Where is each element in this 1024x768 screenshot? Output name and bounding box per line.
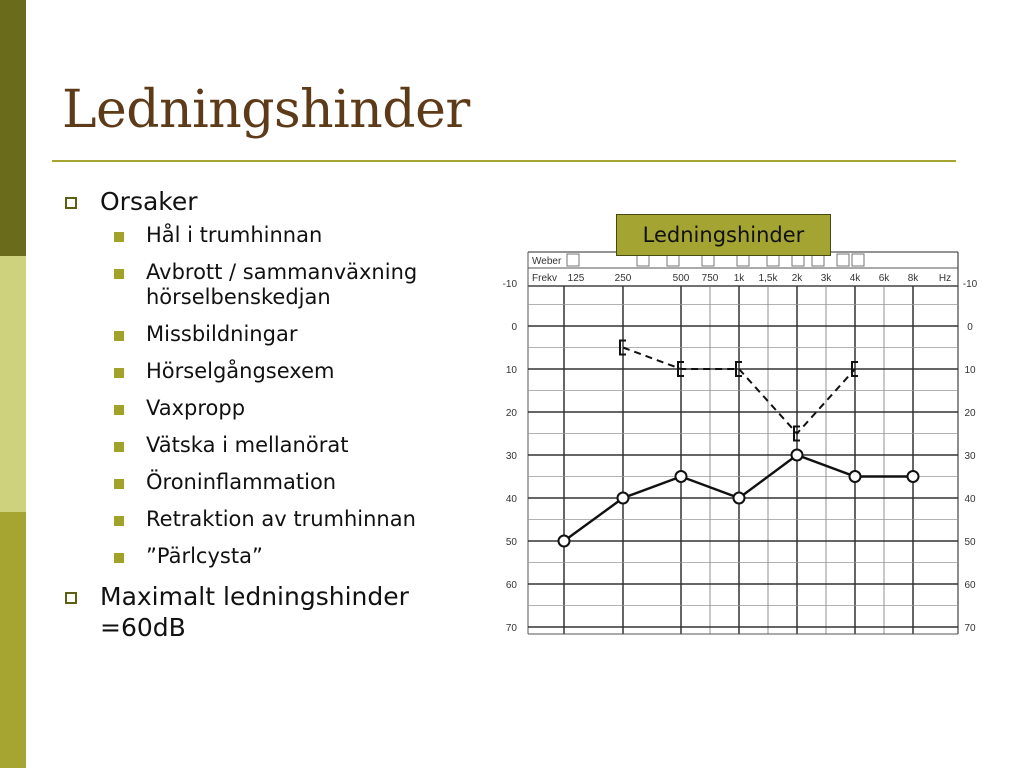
air-conduction-point <box>792 450 803 461</box>
bullet-text: Orsaker <box>100 187 198 216</box>
accent-bar-dark <box>0 0 26 256</box>
freq-tick-label: 125 <box>567 273 585 284</box>
sub-bullet <box>108 223 492 248</box>
db-tick-label-right: 30 <box>964 451 976 462</box>
air-conduction-point <box>908 471 919 482</box>
filled-square-bullet-icon <box>114 269 124 279</box>
sub-bullet <box>108 260 492 310</box>
sub-bullet <box>108 396 492 421</box>
freq-tick-label: 6k <box>878 273 890 284</box>
weber-box <box>837 254 849 266</box>
db-tick-label-right: 10 <box>964 365 976 376</box>
freq-tick-label: 250 <box>614 273 632 284</box>
sub-bullet <box>108 322 492 347</box>
db-tick-label-right: -10 <box>962 279 978 290</box>
freq-tick-label: 2k <box>791 273 803 284</box>
bullet-causes <box>62 186 492 217</box>
causes-sub-list <box>62 223 492 569</box>
accent-bar-mid <box>0 512 26 768</box>
hz-unit-label: Hz <box>938 273 952 284</box>
freq-tick-label: 1,5k <box>758 273 778 284</box>
bullet-max-conductive-loss <box>62 581 492 643</box>
air-conduction-point <box>850 471 861 482</box>
slide-title: Ledningshinder <box>62 80 470 140</box>
sub-bullet <box>108 470 492 495</box>
db-tick-label-right: 40 <box>964 494 976 505</box>
db-tick-label-left: 30 <box>505 451 517 462</box>
sub-bullet-text: Vätska i mellanörat <box>146 433 349 457</box>
hollow-square-bullet-icon <box>65 197 77 209</box>
filled-square-bullet-icon <box>114 553 124 563</box>
freq-tick-label: 500 <box>672 273 690 284</box>
audiogram-chart <box>492 236 992 641</box>
freq-tick-label: 8k <box>907 273 919 284</box>
db-tick-label-left: -10 <box>502 279 517 290</box>
sub-bullet <box>108 544 492 569</box>
db-tick-label-left: 50 <box>505 537 517 548</box>
db-tick-label-left: 20 <box>505 408 517 419</box>
sub-bullet-text: Hål i trumhinnan <box>146 223 323 247</box>
ledningshinder-label-badge: Ledningshinder <box>616 214 831 256</box>
air-conduction-point <box>559 536 570 547</box>
filled-square-bullet-icon <box>114 368 124 378</box>
sub-bullet-text: ”Pärlcysta” <box>146 544 263 568</box>
sub-bullet-text: Retraktion av trumhinnan <box>146 507 416 531</box>
freq-tick-label: 750 <box>701 273 719 284</box>
sub-bullet-text: Vaxpropp <box>146 396 246 420</box>
freq-tick-label: 3k <box>820 273 832 284</box>
air-conduction-point <box>618 493 629 504</box>
db-tick-label-right: 20 <box>964 408 976 419</box>
bullet-list <box>62 186 492 649</box>
air-conduction-point <box>676 471 687 482</box>
filled-square-bullet-icon <box>114 232 124 242</box>
hollow-square-bullet-icon <box>65 592 77 604</box>
slide-left-accent-bar <box>0 0 26 768</box>
filled-square-bullet-icon <box>114 442 124 452</box>
sub-bullet <box>108 433 492 458</box>
bullet-text: Maximalt ledningshinder =60dB <box>100 582 409 642</box>
weber-box <box>567 254 579 266</box>
db-tick-label-left: 0 <box>511 322 517 333</box>
db-tick-label-left: 70 <box>505 623 517 634</box>
sub-bullet-text: Öroninflammation <box>146 470 337 494</box>
db-tick-label-right: 70 <box>964 623 976 634</box>
sub-bullet <box>108 507 492 532</box>
db-tick-label-right: 50 <box>964 537 976 548</box>
accent-bar-light <box>0 256 26 512</box>
air-conduction-point <box>734 493 745 504</box>
frekv-label: Frekv <box>532 273 557 284</box>
sub-bullet-text: Missbildningar <box>146 322 298 346</box>
freq-tick-label: 4k <box>849 273 861 284</box>
title-divider <box>52 160 956 162</box>
freq-tick-label: 1k <box>733 273 745 284</box>
db-tick-label-left: 10 <box>505 365 517 376</box>
sub-bullet <box>108 359 492 384</box>
weber-box <box>852 254 864 266</box>
db-tick-label-right: 0 <box>967 322 973 333</box>
filled-square-bullet-icon <box>114 479 124 489</box>
weber-label: Weber <box>532 256 562 267</box>
sub-bullet-text: Avbrott / sammanväxning hörselbenskedjan <box>146 260 418 309</box>
filled-square-bullet-icon <box>114 405 124 415</box>
db-tick-label-right: 60 <box>964 580 976 591</box>
filled-square-bullet-icon <box>114 331 124 341</box>
db-tick-label-left: 60 <box>505 580 517 591</box>
filled-square-bullet-icon <box>114 516 124 526</box>
db-tick-label-left: 40 <box>505 494 517 505</box>
sub-bullet-text: Hörselgångsexem <box>146 359 335 383</box>
